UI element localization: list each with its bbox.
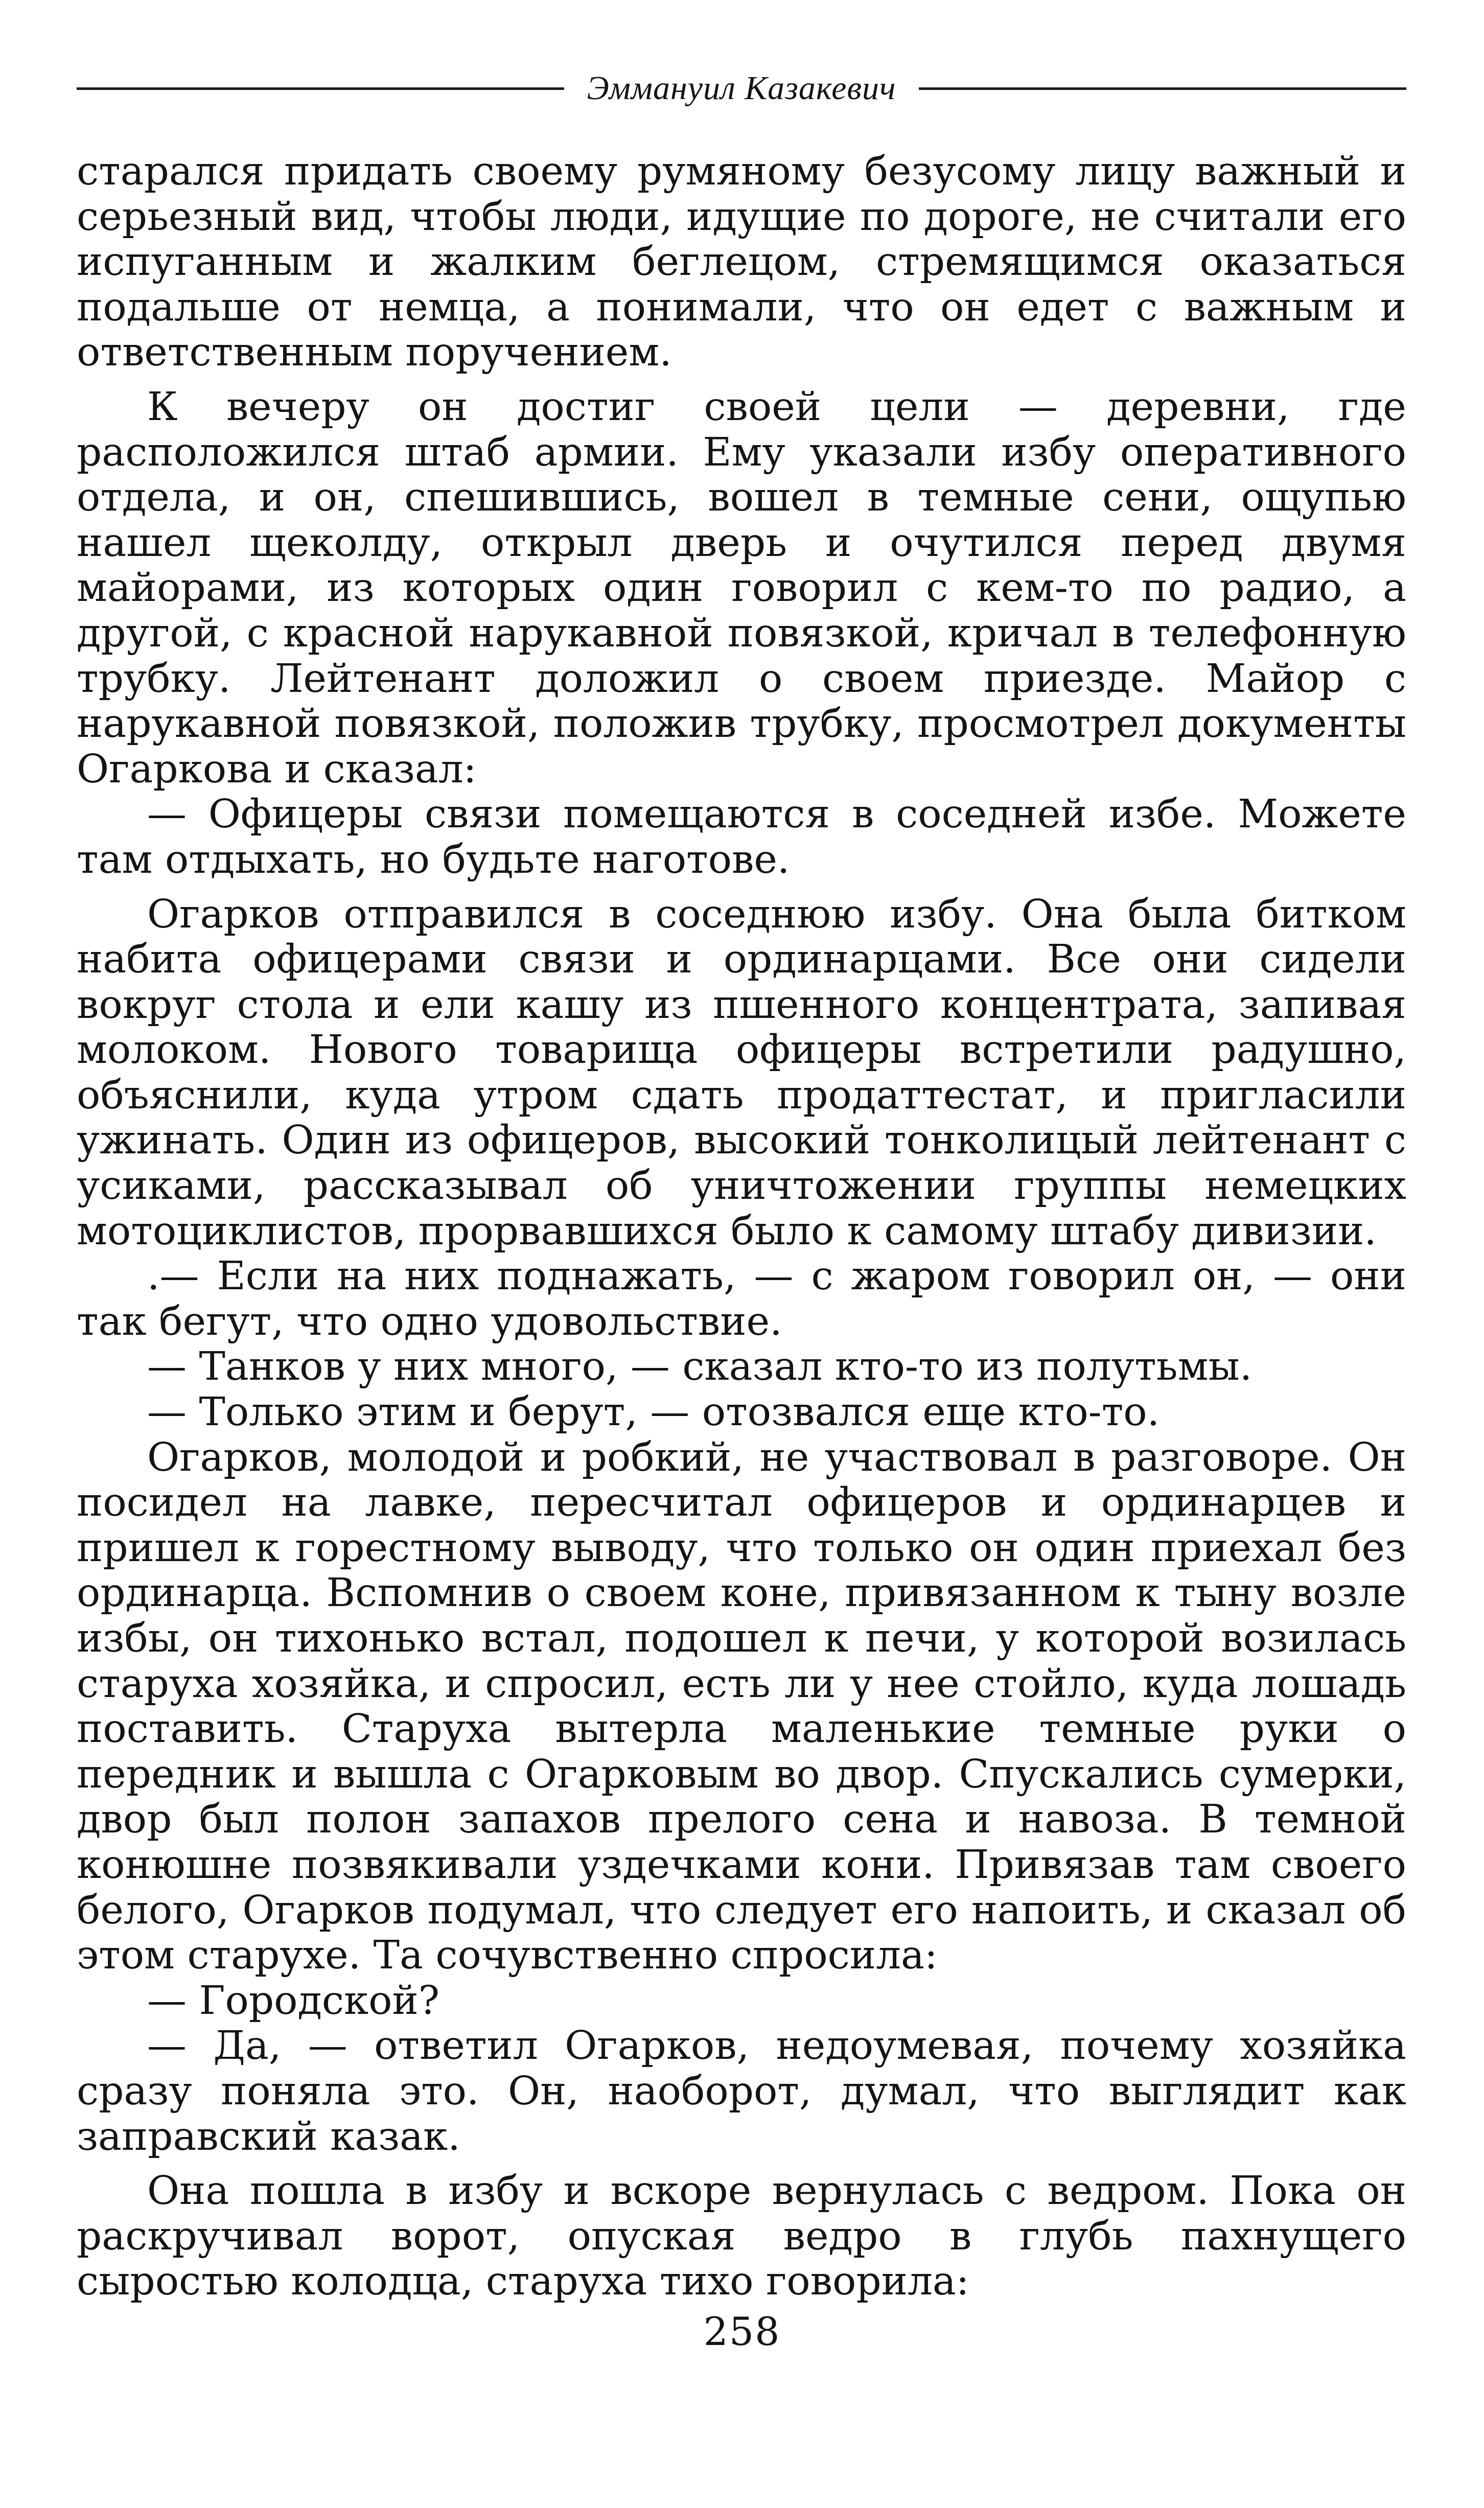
- running-head: [77, 65, 1406, 111]
- paragraph-7: — Только этим и берут, — отозвался еще кто-то.: [147, 1389, 1160, 1435]
- paragraph-1: старался придать своему румяному безусому лицу важный и серьезный вид, чтобы люди, идущие по дороге, не считали его испуганным и жалким беглецом, стремящимся оказаться подальше от немца, а понимали, что он едет с важным и ответственным поручением.: [77, 149, 1406, 376]
- page-text: [77, 149, 1406, 2305]
- paragraph-5: .— Если на них поднажать, — с жаром говорил он, — они так бегут, что одно удовольствие.: [77, 1253, 1406, 1344]
- page-number: 258: [703, 2309, 781, 2354]
- paragraph-10: — Да, — ответил Огарков, недоумевая, почему хозяйка сразу поняла это. Он, наоборот, думал, что выглядит как заправский казак.: [77, 2023, 1406, 2159]
- header-rule-right: [919, 87, 1406, 90]
- paragraph-4: Огарков отправился в соседнюю избу. Она была битком набита офицерами связи и ординарцами. Все они сидели вокруг стола и ели кашу из пшенного концентрата, запивая молоком. Нового товарища офицеры встретили радушно, объяснили, куда утром сдать продаттестат, и пригласили ужинать. Один из офицеров, высокий тонколицый лейтенант с усиками, рассказывал об уничтожении группы немецких мотоциклистов, прорвавшихся было к самому штабу дивизии.: [77, 891, 1406, 1254]
- paragraph-9: — Городской?: [147, 1978, 440, 2024]
- paragraph-8: Огарков, молодой и робкий, не участвовал в разговоре. Он посидел на лавке, пересчитал офицеров и ординарцев и пришел к горестному выводу, что только он один приехал без ординарца. Вспомнив о своем коне, привязанном к тыну возле избы, он тихонько встал, подошел к печи, у которой возилась старуха хозяйка, и спросил, есть ли у нее стойло, куда лошадь поставить. Старуха вытерла маленькие темные руки о передник и вышла с Огарковым во двор. Спускались сумерки, двор был полон запахов прелого сена и навоза. В темной конюшне позвякивали уздечками кони. Привязав там своего белого, Огарков подумал, что следует его напоить, и сказал об этом старухе. Та сочувственно спросила:: [77, 1434, 1406, 1979]
- paragraph-11: Она пошла в избу и вскоре вернулась с ведром. Пока он раскручивал ворот, опуская ведро в глубь пахнущего сыростью колодца, старуха тихо говорила:: [77, 2168, 1406, 2305]
- paragraph-2: К вечеру он достиг своей цели — деревни, где расположился штаб армии. Ему указали избу оперативного отдела, и он, спешившись, вошел в темные сени, ощупью нашел щеколду, открыл дверь и очутился перед двумя майорами, из которых один говорил с кем-то по радио, а другой, с красной нарукавной повязкой, кричал в телефонную трубку. Лейтенант доложил о своем приезде. Майор с нарукавной повязкой, положив трубку, просмотрел документы Огаркова и сказал:: [77, 384, 1406, 792]
- header-rule-left: [77, 87, 564, 90]
- author-name: Эммануил Казакевич: [587, 69, 896, 107]
- paragraph-3: — Офицеры связи помещаются в соседней избе. Можете там отдыхать, но будьте наготове.: [77, 792, 1406, 883]
- paragraph-6: — Танков у них много, — сказал кто-то из полутьмы.: [147, 1344, 1253, 1390]
